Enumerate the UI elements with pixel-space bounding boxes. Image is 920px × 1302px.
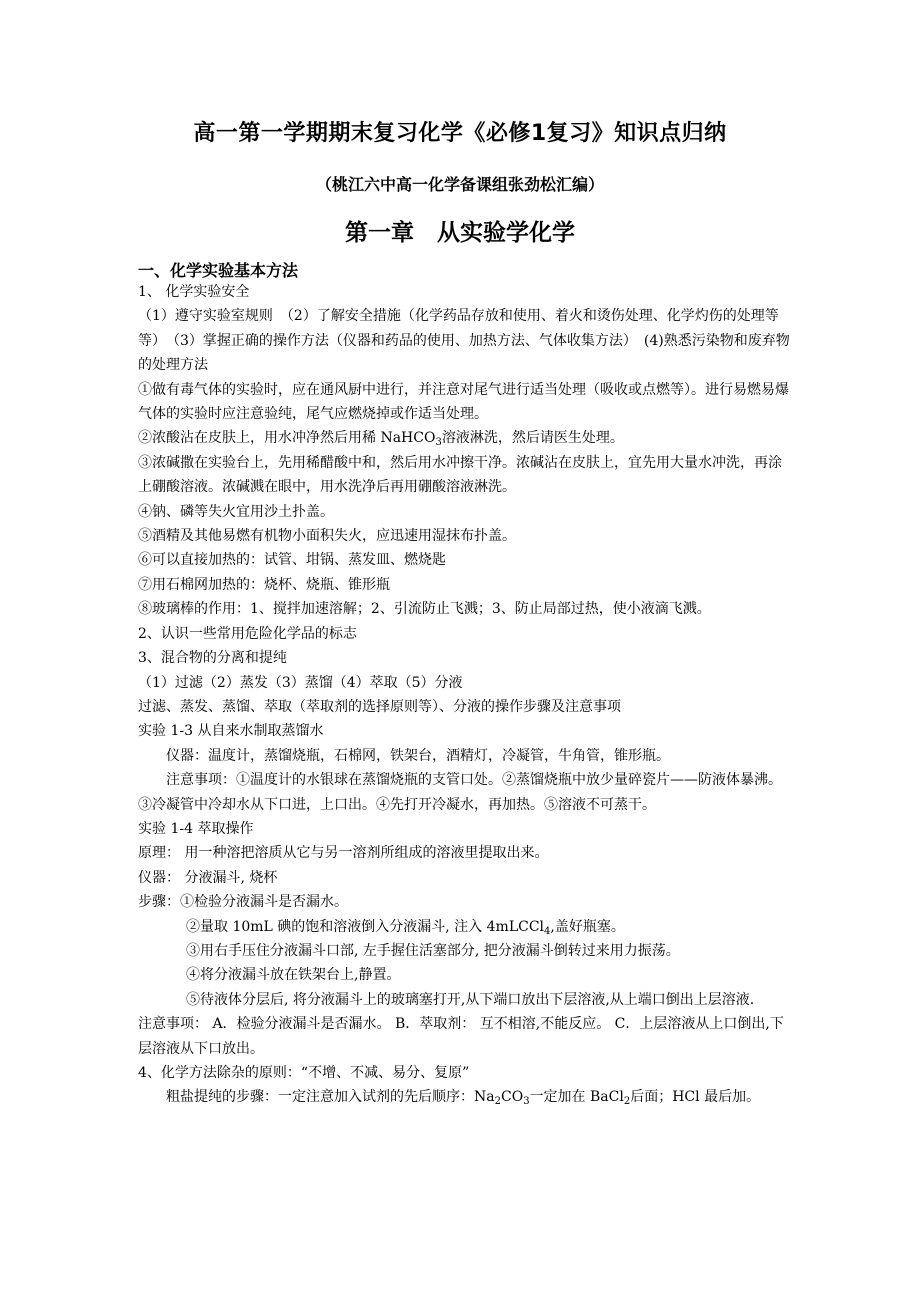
text-run: ②浓酸沾在皮肤上，用水冲净然后用稀 NaHCO — [138, 430, 436, 447]
paragraph: ④钠、磷等失火宜用沙土扑盖。 — [138, 503, 334, 520]
text-run: 一定加在 BaCl — [529, 1089, 624, 1106]
document-subtitle: （桃江六中高一化学备课组张劲松汇编） — [315, 175, 604, 194]
text-run: 后面；HCl 最后加。 — [630, 1089, 761, 1106]
paragraph: 原理： 用一种溶把溶质从它与另一溶剂所组成的溶液里提取出来。 — [138, 845, 549, 862]
paragraph: 2、认识一些常用危险化学品的标志 — [138, 625, 357, 642]
paragraph: 仪器： 分液漏斗, 烧杯 — [138, 869, 278, 886]
paragraph: 步骤：①检验分液漏斗是否漏水。 — [138, 894, 348, 911]
text-run: 粗盐提纯的步骤：一定注意加入试剂的先后顺序：Na — [166, 1089, 495, 1106]
paragraph: 3、混合物的分离和提纯 — [138, 650, 287, 667]
subscript: 2 — [494, 1096, 501, 1108]
text-run: CO — [500, 1089, 524, 1106]
paragraph: ⑦用石棉网加热的：烧杯、烧瓶、锥形瓶 — [138, 576, 390, 593]
section-heading: 一、化学实验基本方法 — [138, 261, 299, 280]
text-run: 溶液淋洗，然后请医生处理。 — [441, 430, 624, 447]
chapter-heading: 第一章 从实验学化学 — [345, 220, 575, 246]
subscript: 4 — [544, 925, 551, 937]
paragraph: 实验 1-4 萃取操作 — [138, 820, 254, 837]
paragraph: 注意事项：①温度计的水银球在蒸馏烧瓶的支管口处。②蒸馏烧瓶中放少量碎瓷片——防液体暴沸。③冷凝管中冷却水从下口进，上口出。④先打开冷凝水，再加热。⑤溶液不可蒸干。 — [138, 772, 782, 813]
paragraph — [138, 915, 790, 939]
paragraph: 过滤、蒸发、蒸馏、萃取（萃取剂的选择原则等）、分液的操作步骤及注意事项 — [138, 698, 621, 715]
paragraph: （1）过滤（2）蒸发（3）蒸馏（4）萃取（5）分液 — [138, 674, 463, 691]
subscript: 3 — [523, 1096, 530, 1108]
paragraph: 实验 1-3 从自来水制取蒸馏水 — [138, 723, 324, 740]
paragraph: ①做有毒气体的实验时，应在通风厨中进行，并注意对尾气进行适当处理（吸收或点燃等）。进行易燃易爆气体的实验时应注意验纯，尾气应燃烧掉或作适当处理。 — [138, 381, 789, 423]
paragraph: ③浓碱撒在实验台上，先用稀醋酸中和，然后用水冲擦干净。浓碱沾在皮肤上，宜先用大量水冲洗，再涂上硼酸溶液。浓碱溅在眼中，用水洗净后再用硼酸溶液淋洗。 — [138, 454, 782, 496]
document-title: 高一第一学期期末复习化学《必修1复习》知识点归纳 — [193, 121, 727, 146]
paragraph: 注意事项： A．检验分液漏斗是否漏水。 B．萃取剂： 互不相溶,不能反应。 C．上层溶液从上口倒出,下层溶液从下口放出。 — [138, 1016, 784, 1057]
paragraph: 1、 化学实验安全 — [138, 284, 250, 300]
text-run: ②量取 10mL 碘的饱和溶液倒入分液漏斗, 注入 4mLCCl — [186, 918, 545, 935]
paragraph: 仪器：温度计，蒸馏烧瓶，石棉网，铁架台，酒精灯，冷凝管，牛角管，锥形瓶。 — [166, 747, 670, 764]
document-body — [138, 280, 790, 1110]
paragraph — [138, 1085, 790, 1109]
paragraph: ⑤酒精及其他易燃有机物小面积失火，应迅速用湿抹布扑盖。 — [138, 528, 516, 545]
paragraph: ⑥可以直接加热的：试管、坩锅、蒸发皿、燃烧匙 — [138, 552, 446, 569]
paragraph: （1）遵守实验室规则 （2）了解安全措施（化学药品存放和使用、着火和烫伤处理、化学灼伤的处理等等） （3）掌握正确的操作方法（仪器和药品的使用、加热方法、气体收集方法） (4)熟悉污染物和废弃物的处理方法 — [138, 308, 790, 374]
subscript: 2 — [623, 1096, 631, 1108]
paragraph — [138, 426, 790, 450]
paragraph: 4、化学方法除杂的原则：“不增、不减、易分、复原” — [138, 1065, 470, 1081]
paragraph: ④将分液漏斗放在铁架台上,静置。 — [186, 967, 401, 984]
paragraph: ⑤待液体分层后, 将分液漏斗上的玻璃塞打开,从下端口放出下层溶液,从上端口倒出上层溶液. — [186, 991, 755, 1008]
subscript: 3 — [435, 437, 442, 449]
paragraph: ③用右手压住分液漏斗口部, 左手握住活塞部分, 把分液漏斗倒转过来用力振荡。 — [186, 942, 680, 959]
text-run: ,盖好瓶塞。 — [550, 918, 625, 935]
paragraph: ⑧玻璃棒的作用：1、搅拌加速溶解；2、引流防止飞溅；3、防止局部过热，使小液滴飞溅。 — [138, 601, 711, 618]
